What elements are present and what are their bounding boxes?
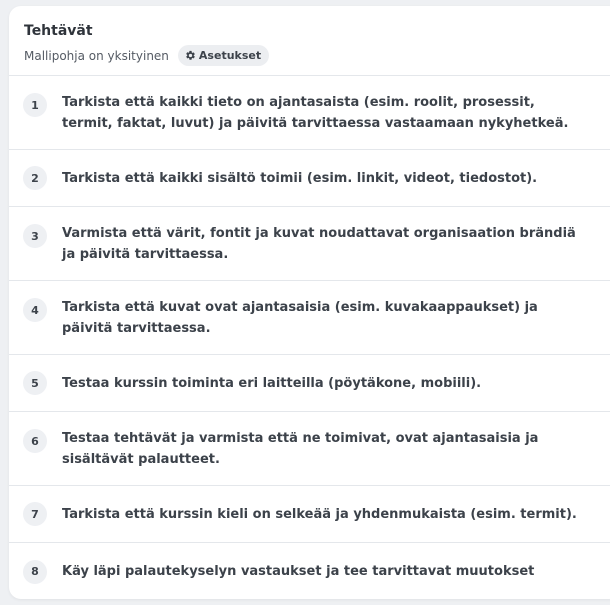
task-text: Varmista että värit, fontit ja kuvat noudattavat organisaation brändiä ja päivitä tarvittaessa. [62,225,576,262]
task-text: Testaa kurssin toiminta eri laitteilla (pöytäkone, mobiili). [62,375,482,391]
task-text: Tarkista että kaikki tieto on ajantasaista (esim. roolit, prosessit, termit, faktat, luvut) ja päivitä tarvittaessa vastaamaan nykyhetkeä. [62,94,569,131]
template-privacy-status: Mallipohja on yksityinen [24,48,169,63]
task-text: Tarkista että kuvat ovat ajantasaisia (esim. kuvakaappaukset) ja päivitä tarvittaessa. [62,299,538,336]
task-number-badge: 6 [23,429,47,453]
task-item [9,76,610,150]
task-item [9,150,610,207]
task-number-badge: 8 [23,560,47,584]
task-number-badge: 2 [23,166,47,190]
task-item [9,486,610,543]
settings-button-label: Asetukset [198,49,262,62]
page-title: Tehtävät [24,23,93,39]
task-item [9,207,610,281]
task-number-badge: 4 [23,298,47,322]
tasks-header [9,6,610,76]
task-item [9,281,610,355]
task-text: Tarkista että kurssin kieli on selkeää ja yhdenmukaista (esim. termit). [62,506,577,522]
task-number-badge: 7 [23,502,47,526]
task-number-badge: 3 [23,224,47,248]
task-item [9,543,610,599]
task-text: Testaa tehtävät ja varmista että ne toimivat, ovat ajantasaisia ja sisältävät palautteet. [62,430,539,467]
task-text: Tarkista että kaikki sisältö toimii (esim. linkit, videot, tiedostot). [62,170,538,186]
settings-button[interactable] [178,45,269,66]
task-text: Käy läpi palautekyselyn vastaukset ja tee tarvittavat muutokset [62,564,535,579]
tasks-card [9,6,610,599]
task-number-badge: 1 [23,93,47,117]
task-item [9,412,610,486]
gear-icon [185,50,196,61]
task-list [9,76,610,599]
header-subrow [24,45,610,66]
task-item [9,355,610,412]
task-number-badge: 5 [23,371,47,395]
